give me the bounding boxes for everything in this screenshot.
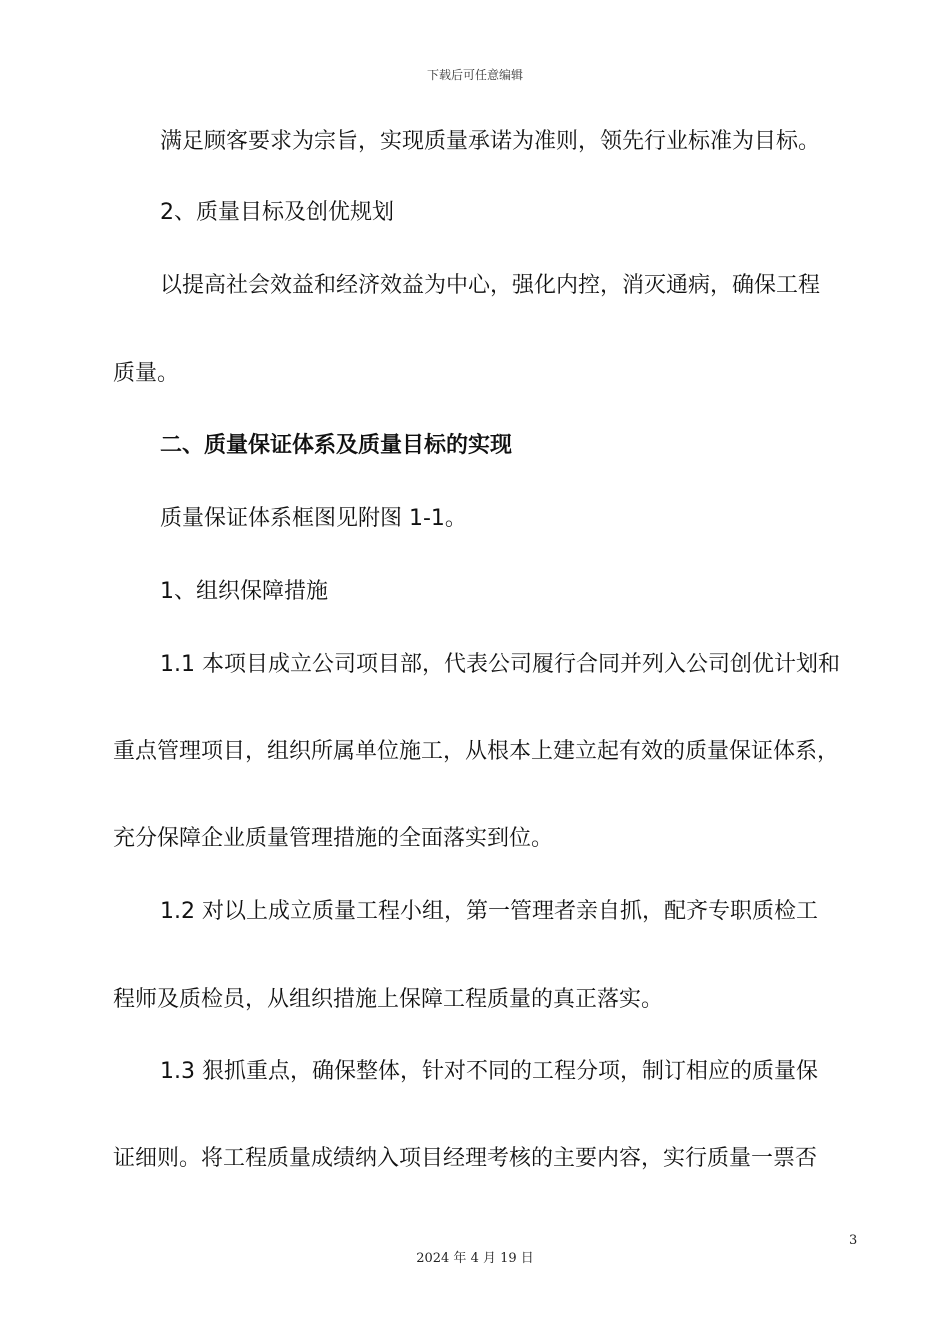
body-line: 以提高社会效益和经济效益为中心，强化内控，消灭通病，确保工程 <box>160 273 821 298</box>
footer-date: 2024 年 4 月 19 日 <box>416 1251 534 1266</box>
body-line: 程师及质检员，从组织措施上保障工程质量的真正落实。 <box>113 987 664 1012</box>
body-line: 质量。 <box>113 361 180 386</box>
section-heading: 2、质量目标及创优规划 <box>160 200 394 225</box>
section-heading: 1、组织保障措施 <box>160 579 328 604</box>
body-line: 重点管理项目，组织所属单位施工，从根本上建立起有效的质量保证体系， <box>113 739 840 764</box>
body-line: 证细则。将工程质量成绩纳入项目经理考核的主要内容，实行质量一票否 <box>113 1146 818 1171</box>
chapter-heading: 二、质量保证体系及质量目标的实现 <box>160 433 513 458</box>
body-line: 满足顾客要求为宗旨，实现质量承诺为准则，领先行业标准为目标。 <box>160 129 821 154</box>
page-number: 3 <box>849 1233 858 1248</box>
body-line: 1.3 狠抓重点，确保整体，针对不同的工程分项，制订相应的质量保 <box>160 1059 818 1084</box>
body-line: 充分保障企业质量管理措施的全面落实到位。 <box>113 826 554 851</box>
body-line: 1.1 本项目成立公司项目部，代表公司履行合同并列入公司创优计划和 <box>160 652 840 677</box>
page-header: 下载后可任意编辑 <box>426 68 523 82</box>
body-line: 1.2 对以上成立质量工程小组，第一管理者亲自抓，配齐专职质检工 <box>160 899 818 924</box>
body-line: 质量保证体系框图见附图 1-1。 <box>160 506 467 531</box>
